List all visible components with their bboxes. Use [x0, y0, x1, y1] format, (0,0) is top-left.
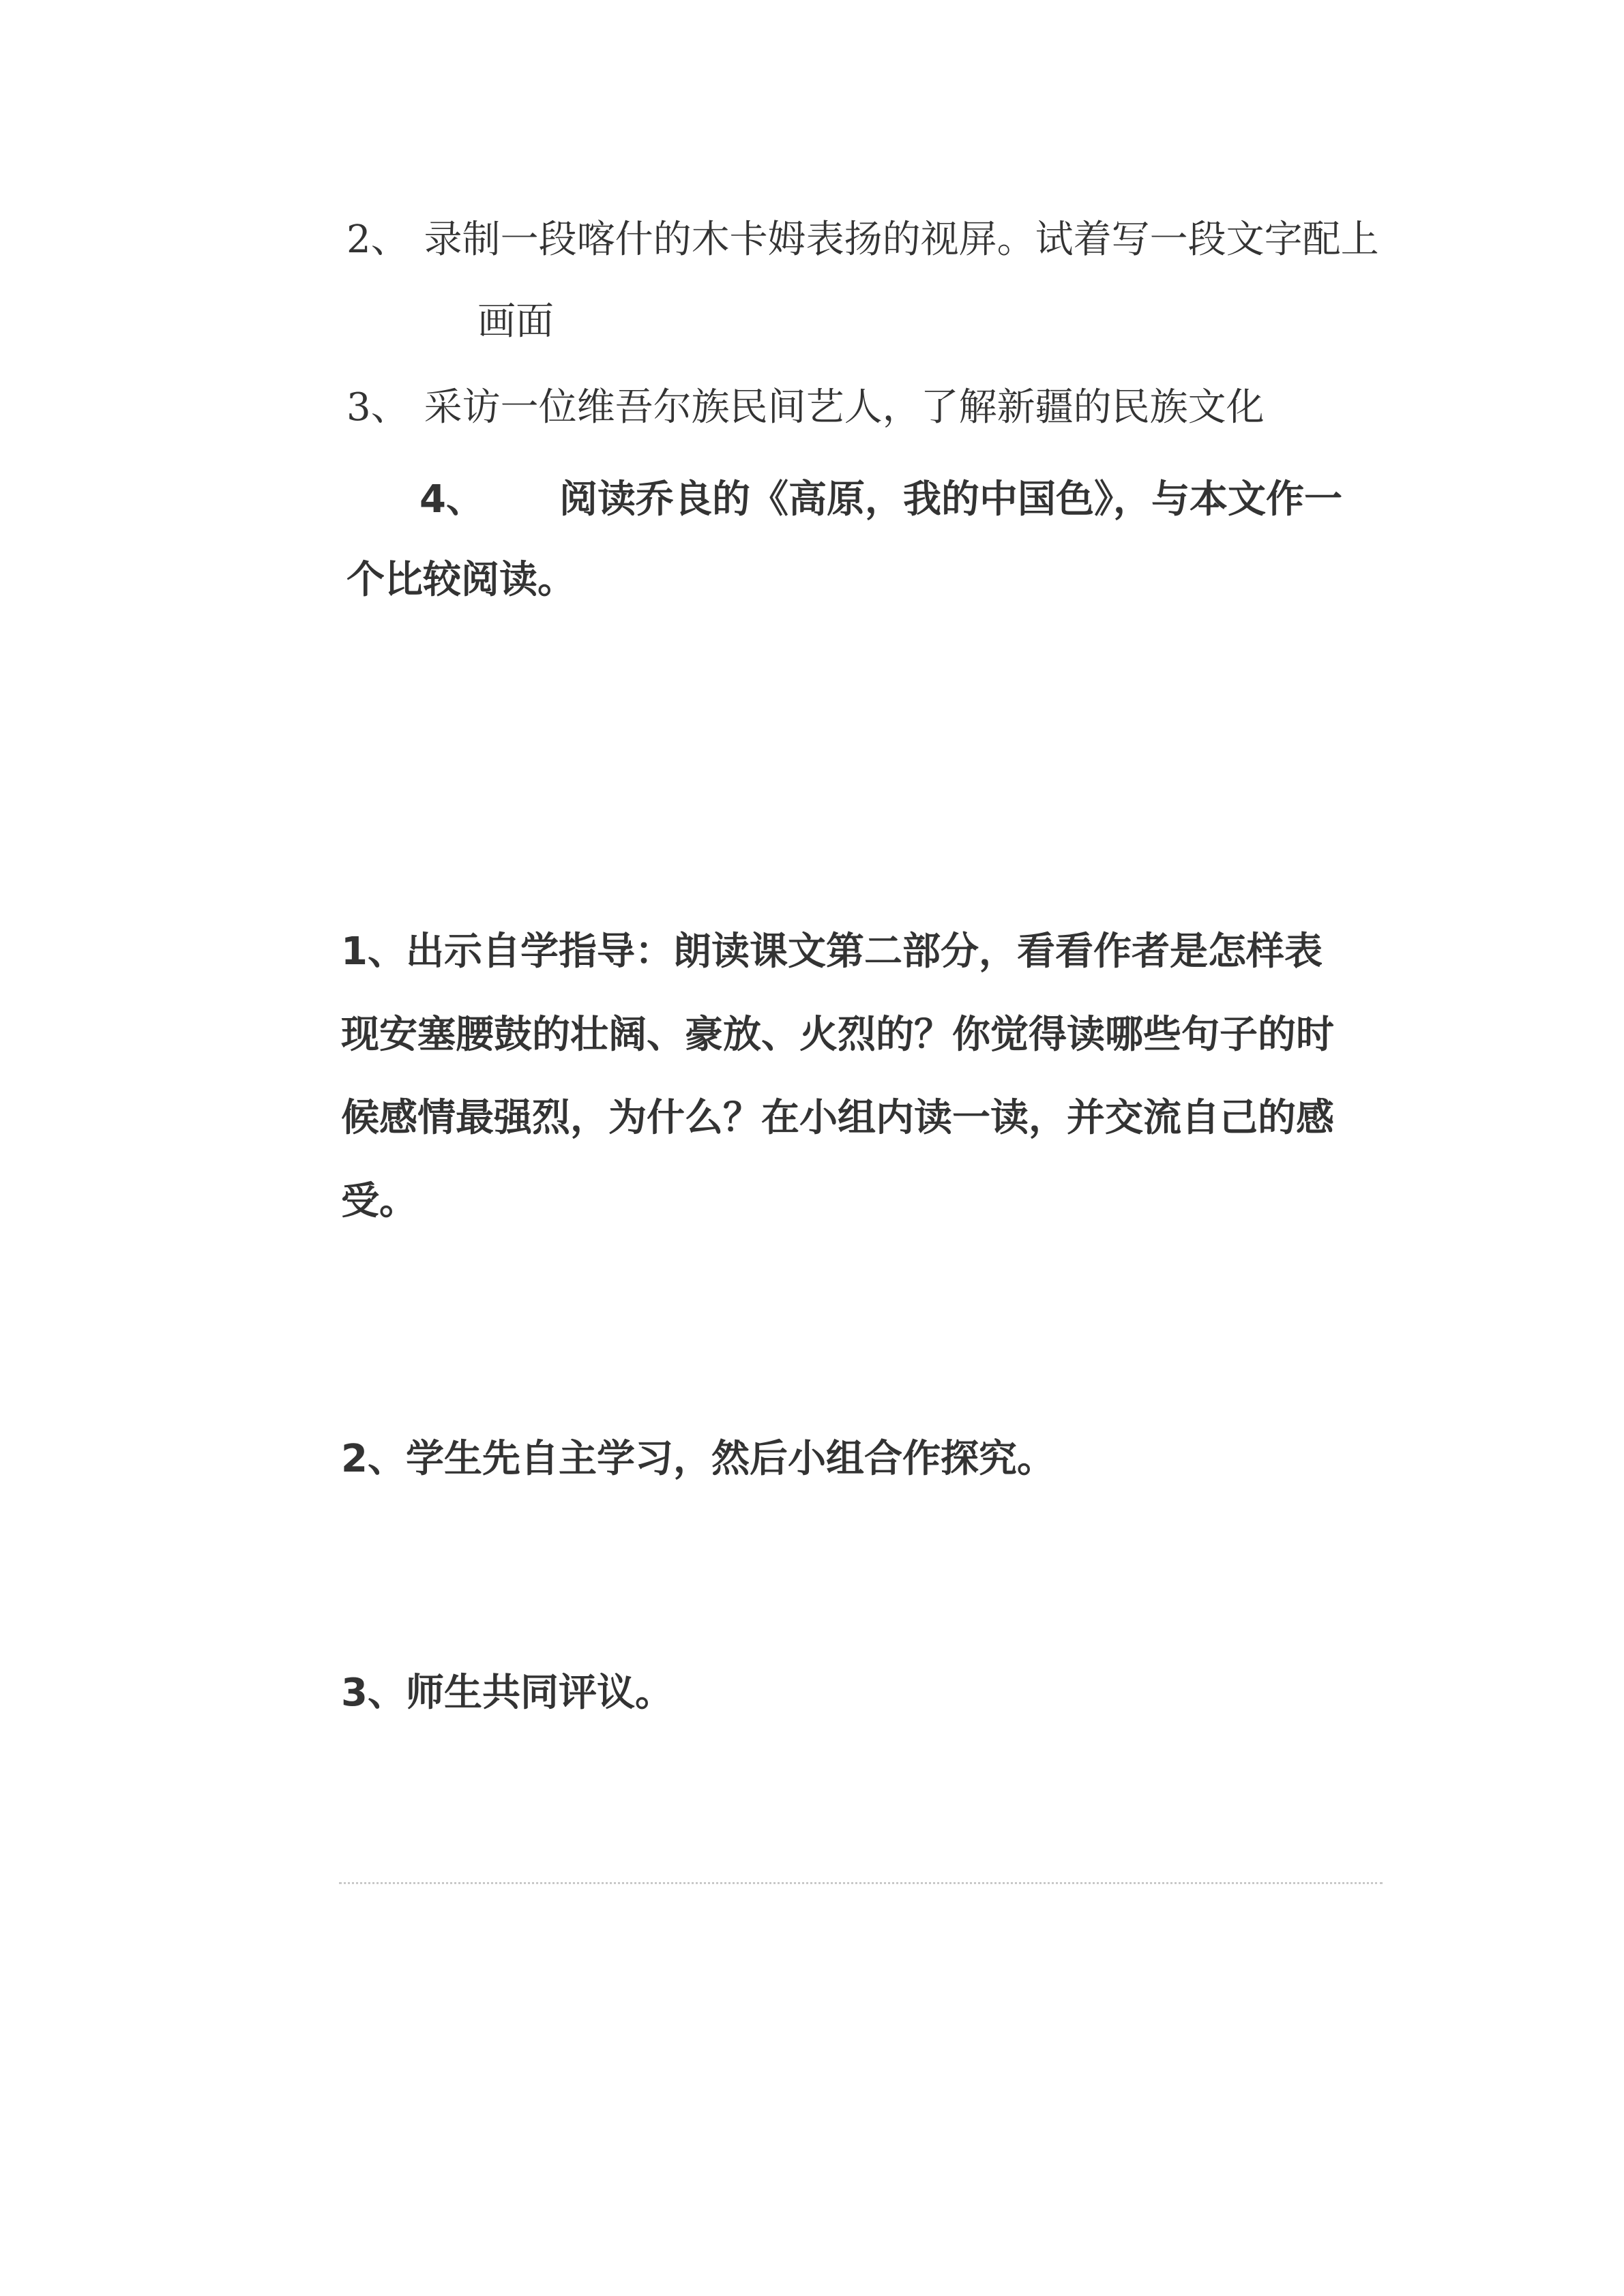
item-2-line-2 [477, 295, 554, 349]
item-4-text: 阅读乔良的《高原，我的中国色》，与本文作一 [559, 477, 1342, 522]
step-1-text-continued-2: 候感情最强烈，为什么？在小组内读一读，并交流自己的感 [341, 1096, 1334, 1140]
item-2-line-1 [346, 213, 1379, 267]
step-1-text-continued-3: 受。 [341, 1179, 417, 1223]
step-1-text-continued-1: 现安塞腰鼓的壮阔、豪放、火烈的？你觉得读哪些句子的时 [341, 1013, 1334, 1057]
step-1-text: 、出示自学指导：朗读课文第二部分，看看作者是怎样表 [367, 929, 1323, 974]
dotted-divider [339, 1882, 1383, 1884]
item-3-text: 采访一位维吾尔族民间艺人，了解新疆的民族文化 [424, 385, 1265, 430]
step-3-text: 、师生共同评议。 [367, 1671, 673, 1715]
step-1-line-3 [341, 1091, 1334, 1146]
item-4-line-2 [346, 553, 576, 608]
item-4-line-1 [419, 473, 1342, 527]
step-2-number: 2 [341, 1437, 368, 1481]
item-4-number: 4、 [419, 477, 484, 522]
step-3-line [341, 1666, 673, 1720]
item-2-number: 2、 [346, 218, 409, 262]
step-3-number: 3 [341, 1671, 368, 1715]
item-2-text-continued: 画面 [477, 299, 554, 344]
item-2-text: 录制一段喀什的木卡姆表扬的视屏。试着写一段文字配上 [424, 218, 1379, 262]
step-1-line-1 [341, 925, 1323, 979]
step-2-text: 、学生先自主学习，然后小组合作探究。 [367, 1437, 1055, 1481]
step-2-line [341, 1432, 1055, 1487]
item-3-line [346, 381, 1265, 435]
item-3-number: 3、 [346, 385, 409, 430]
step-1-line-4 [341, 1174, 417, 1229]
item-4-text-continued: 个比较阅读。 [346, 558, 576, 602]
step-1-line-2 [341, 1008, 1334, 1062]
step-1-number: 1 [341, 929, 368, 974]
